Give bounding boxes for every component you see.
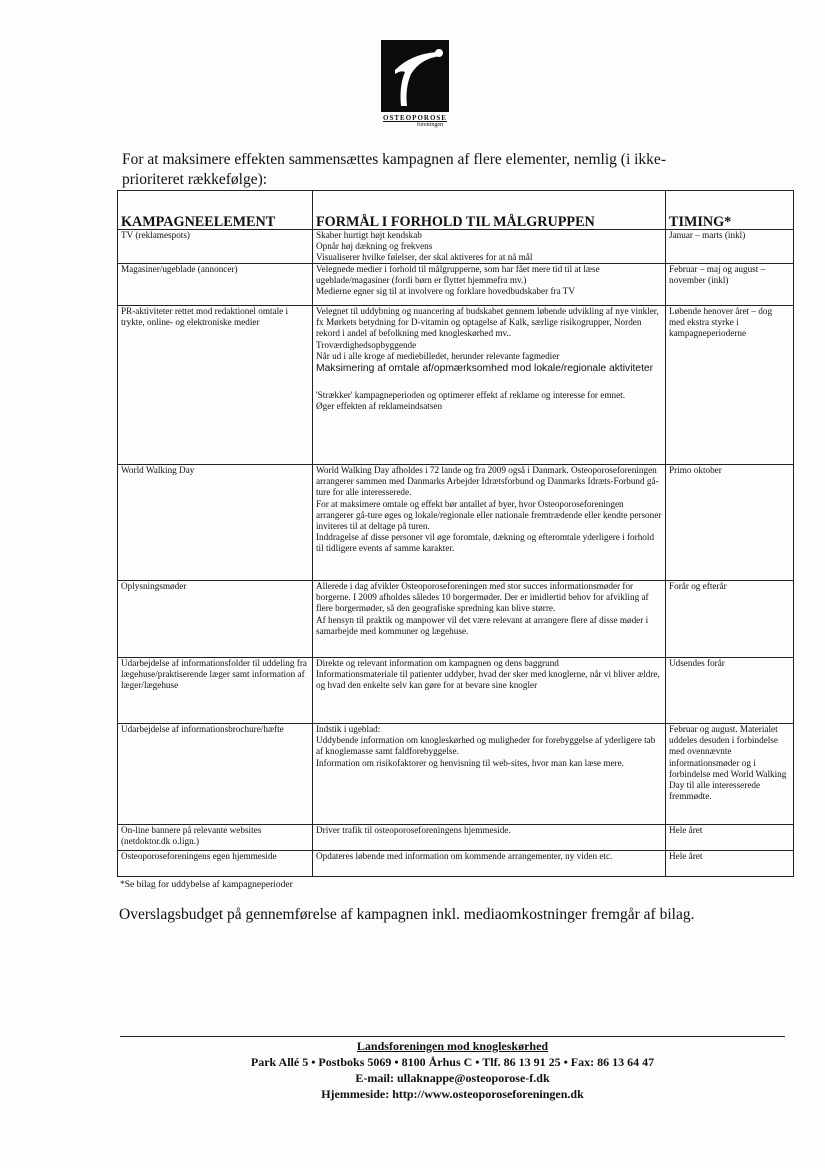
footer-org: Landsforeningen mod knogleskørhed xyxy=(356,1039,549,1053)
footnote: *Se bilag for uddybelse af kampagneperioder xyxy=(120,880,293,890)
element-cell: World Walking Day xyxy=(118,465,313,581)
table-row xyxy=(118,658,794,724)
purpose-cell: Direkte og relevant information om kampagnen og dens baggrund Informationsmateriale til patienter uddyber, hvad der sker med knoglerne, når vi bliver ældre, og hvad den enkelte selv kan gøre for at bevare sine knogler xyxy=(313,658,666,724)
timing-cell: Februar – maj og august – november (inkl) xyxy=(666,264,794,306)
timing-cell: Hele året xyxy=(666,851,794,877)
table-row xyxy=(118,581,794,658)
footer-divider xyxy=(120,1036,785,1037)
purpose-cell: Indstik i ugeblad: Uddybende information om knogleskørhed og muligheder for forebyggelse af yderligere tab af knoglemasse samt faldforebyggelse. Information om risikofaktorer og henvisning til web-sites, hvor man kan læse mere. xyxy=(313,724,666,825)
table-row xyxy=(118,465,794,581)
footer xyxy=(120,1038,785,1102)
footer-web: Hjemmeside: http://www.osteoporoseforeningen.dk xyxy=(321,1087,584,1101)
footer-email: E-mail: ullaknappe@osteoporose-f.dk xyxy=(355,1071,550,1085)
table-row xyxy=(118,724,794,825)
logo xyxy=(379,40,451,128)
campaign-table xyxy=(117,190,794,877)
element-cell: PR-aktiviteter rettet mod redaktionel omtale i trykte, online- og elektroniske medier xyxy=(118,306,313,465)
timing-cell: Forår og efterår xyxy=(666,581,794,658)
timing-cell: Udsendes forår xyxy=(666,658,794,724)
timing-cell: Løbende henover året – dog med ekstra styrke i kampagneperioderne xyxy=(666,306,794,465)
logo-mark xyxy=(381,40,449,112)
purpose-cell: Velegnede medier i forhold til målgrupperne, som har fået mere tid til at læse ugeblade/magasiner (fordi børn er flyttet hjemmefra mv.) Medierne egner sig til at involvere og forklare hovedbudskaber fra TV xyxy=(313,264,666,306)
purpose-cell: Driver trafik til osteoporoseforeningens hjemmeside. xyxy=(313,825,666,851)
header-timing: TIMING* xyxy=(666,191,794,230)
element-cell: Oplysningsmøder xyxy=(118,581,313,658)
purpose-cell: Opdateres løbende med information om kommende arrangementer, ny viden etc. xyxy=(313,851,666,877)
table-row xyxy=(118,851,794,877)
table-row xyxy=(118,306,794,465)
purpose-cell: Velegnet til uddybning og nuancering af budskabet gennem løbende udvikling af nye vinkler, fx Mørkets betydning for D-vitamin og optagelse af Kalk, særlige risikogrupper, Norden rekord i andel af befolkning med knogleskørhed mv.. Troværdighedsopbyggende Når ud i alle kroge af mediebilledet, herunder relevante fagmedier Maksimering af omtale af/opmærksomhed mod lokale/regionale aktiviteter 'Strækker' kampagneperioden og optimerer effekt af reklame og interesse for emnet. Øger effekten af reklameindsatsen xyxy=(313,306,666,465)
element-cell: Magasiner/ugeblade (annoncer) xyxy=(118,264,313,306)
bone-figure-icon xyxy=(381,40,449,112)
footer-address: Park Allé 5 • Postboks 5069 • 8100 Århus C • Tlf. 86 13 91 25 • Fax: 86 13 64 47 xyxy=(250,1055,655,1069)
logo-sub: foreningen xyxy=(417,122,443,128)
element-cell: Udarbejdelse af informationsbrochure/hæfte xyxy=(118,724,313,825)
header-element: KAMPAGNEELEMENT xyxy=(118,191,313,230)
timing-cell: Januar – marts (inkl) xyxy=(666,230,794,264)
header-purpose: FORMÅL I FORHOLD TIL MÅLGRUPPEN xyxy=(313,191,666,230)
purpose-cell: Allerede i dag afvikler Osteoporoseforeningen med stor succes informationsmøder for borgerne. I 2009 afholdes således 10 borgermøder. Der er imidlertid behov for afvikling af flere borgermøder, så den geografiske spredning kan blive større. Af hensyn til praktik og manpower vil det være relevant at arrangere flere af disse møder i samarbejde med kommuner og lægehuse. xyxy=(313,581,666,658)
element-cell: Osteoporoseforeningens egen hjemmeside xyxy=(118,851,313,877)
budget-text: Overslagsbudget på gennemførelse af kampagnen inkl. mediaomkostninger fremgår af bilag. xyxy=(119,906,695,923)
timing-cell: Hele året xyxy=(666,825,794,851)
timing-cell: Februar og august. Materialet uddeles desuden i forbindelse med ovennævnte informationsmøder og i forbindelse med World Walking Day til alle interesserede fremmødte. xyxy=(666,724,794,825)
logo-name: OSTEOPOROSE xyxy=(383,114,447,122)
purpose-cell: Skaber hurtigt højt kendskab Opnår høj dækning og frekvens Visualiserer hvilke følelser, der skal aktiveres for at nå mål xyxy=(313,230,666,264)
table-row xyxy=(118,264,794,306)
table-row xyxy=(118,230,794,264)
element-cell: Udarbejdelse af informationsfolder til uddeling fra lægehuse/praktiserende læger samt information af læger/lægehuse xyxy=(118,658,313,724)
intro-text: For at maksimere effekten sammensættes kampagnen af flere elementer, nemlig (i ikke-prioriteret rækkefølge): xyxy=(122,151,666,188)
timing-cell: Primo oktober xyxy=(666,465,794,581)
purpose-cell: World Walking Day afholdes i 72 lande og fra 2009 også i Danmark. Osteoporoseforeningen arrangerer sammen med Danmarks Arbejder Idrætsforbund og Danmarks Idræts-Forbund gå-ture for alle interesserede. For at maksimere omtale og effekt bør antallet af byer, hvor Osteoporoseforeningen arrangerer gå-ture øges og lokale/regionale eller nationale fremtrædende eller kendte personer inviteres til at deltage på turen. Inddragelse af disse personer vil øge foromtale, dækning og efteromtale yderligere i forhold til tidligere events af samme karakter. xyxy=(313,465,666,581)
table-row xyxy=(118,825,794,851)
element-cell: On-line bannere på relevante websites (netdoktor.dk o.lign.) xyxy=(118,825,313,851)
element-cell: TV (reklamespots) xyxy=(118,230,313,264)
table-header-row xyxy=(118,191,794,230)
